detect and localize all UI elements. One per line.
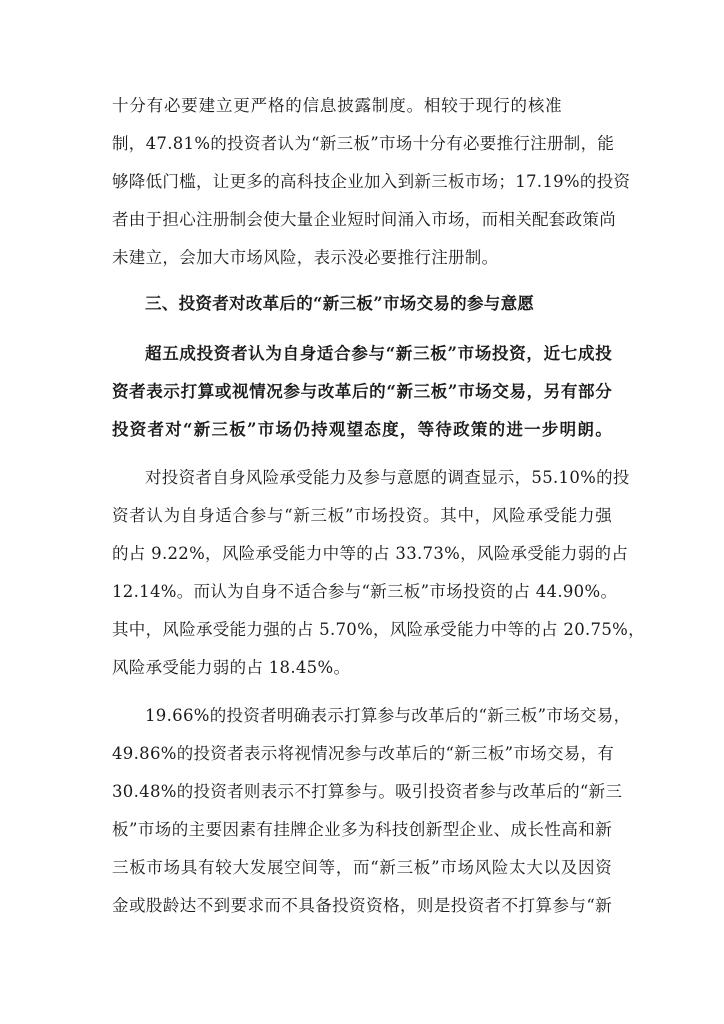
paragraph-3-line-5: 三板市场具有较大发展空间等，而“新三板”市场风险太大以及因资: [112, 858, 612, 877]
paragraph-1-line-1: 十分有必要建立更严格的信息披露制度。相较于现行的核准: [112, 96, 562, 115]
paragraph-2-line-2: 资者认为自身适合参与“新三板”市场投资。其中，风险承受能力强: [112, 506, 612, 525]
paragraph-2-line-6: 风险承受能力弱的占 18.45%。: [112, 658, 351, 677]
paragraph-3-line-4: 板”市场的主要因素有挂牌企业多为科技创新型企业、成长性高和新: [112, 820, 612, 839]
summary-line-3: 投资者对“新三板”市场仍持观望态度，等待政策的进一步明朗。: [112, 420, 612, 439]
paragraph-3-line-2: 49.86%的投资者表示将视情况参与改革后的“新三板”市场交易，有: [112, 744, 615, 763]
paragraph-2-line-3: 的占 9.22%，风险承受能力中等的占 33.73%，风险承受能力弱的占: [112, 544, 629, 563]
paragraph-1-line-3: 够降低门槛，让更多的高科技企业加入到新三板市场；17.19%的投资: [112, 172, 631, 191]
paragraph-2-line-5: 其中，风险承受能力强的占 5.70%，风险承受能力中等的占 20.75%，: [112, 620, 645, 639]
summary-line-1: 超五成投资者认为自身适合参与“新三板”市场投资，近七成投: [145, 344, 612, 363]
paragraph-3-line-1: 19.66%的投资者明确表示打算参与改革后的“新三板”市场交易，: [145, 706, 631, 725]
paragraph-3-line-3: 30.48%的投资者则表示不打算参与。吸引投资者参与改革后的“新三: [112, 782, 623, 801]
summary-line-2: 资者表示打算或视情况参与改革后的“新三板”市场交易，另有部分: [112, 382, 612, 401]
paragraph-1-line-4: 者由于担心注册制会使大量企业短时间涌入市场，而相关配套政策尚: [112, 210, 616, 229]
paragraph-2-line-4: 12.14%。而认为自身不适合参与“新三板”市场投资的占 44.90%。: [112, 582, 618, 601]
paragraph-3-line-6: 金或股龄达不到要求而不具备投资资格，则是投资者不打算参与“新: [112, 896, 612, 915]
paragraph-2-line-1: 对投资者自身风险承受能力及参与意愿的调查显示，55.10%的投: [145, 468, 630, 487]
section-heading: 三、投资者对改革后的“新三板”市场交易的参与意愿: [145, 294, 535, 313]
paragraph-1-line-5: 未建立，会加大市场风险，表示没必要推行注册制。: [112, 248, 499, 267]
paragraph-1-line-2: 制，47.81%的投资者认为“新三板”市场十分有必要推行注册制，能: [112, 134, 615, 153]
